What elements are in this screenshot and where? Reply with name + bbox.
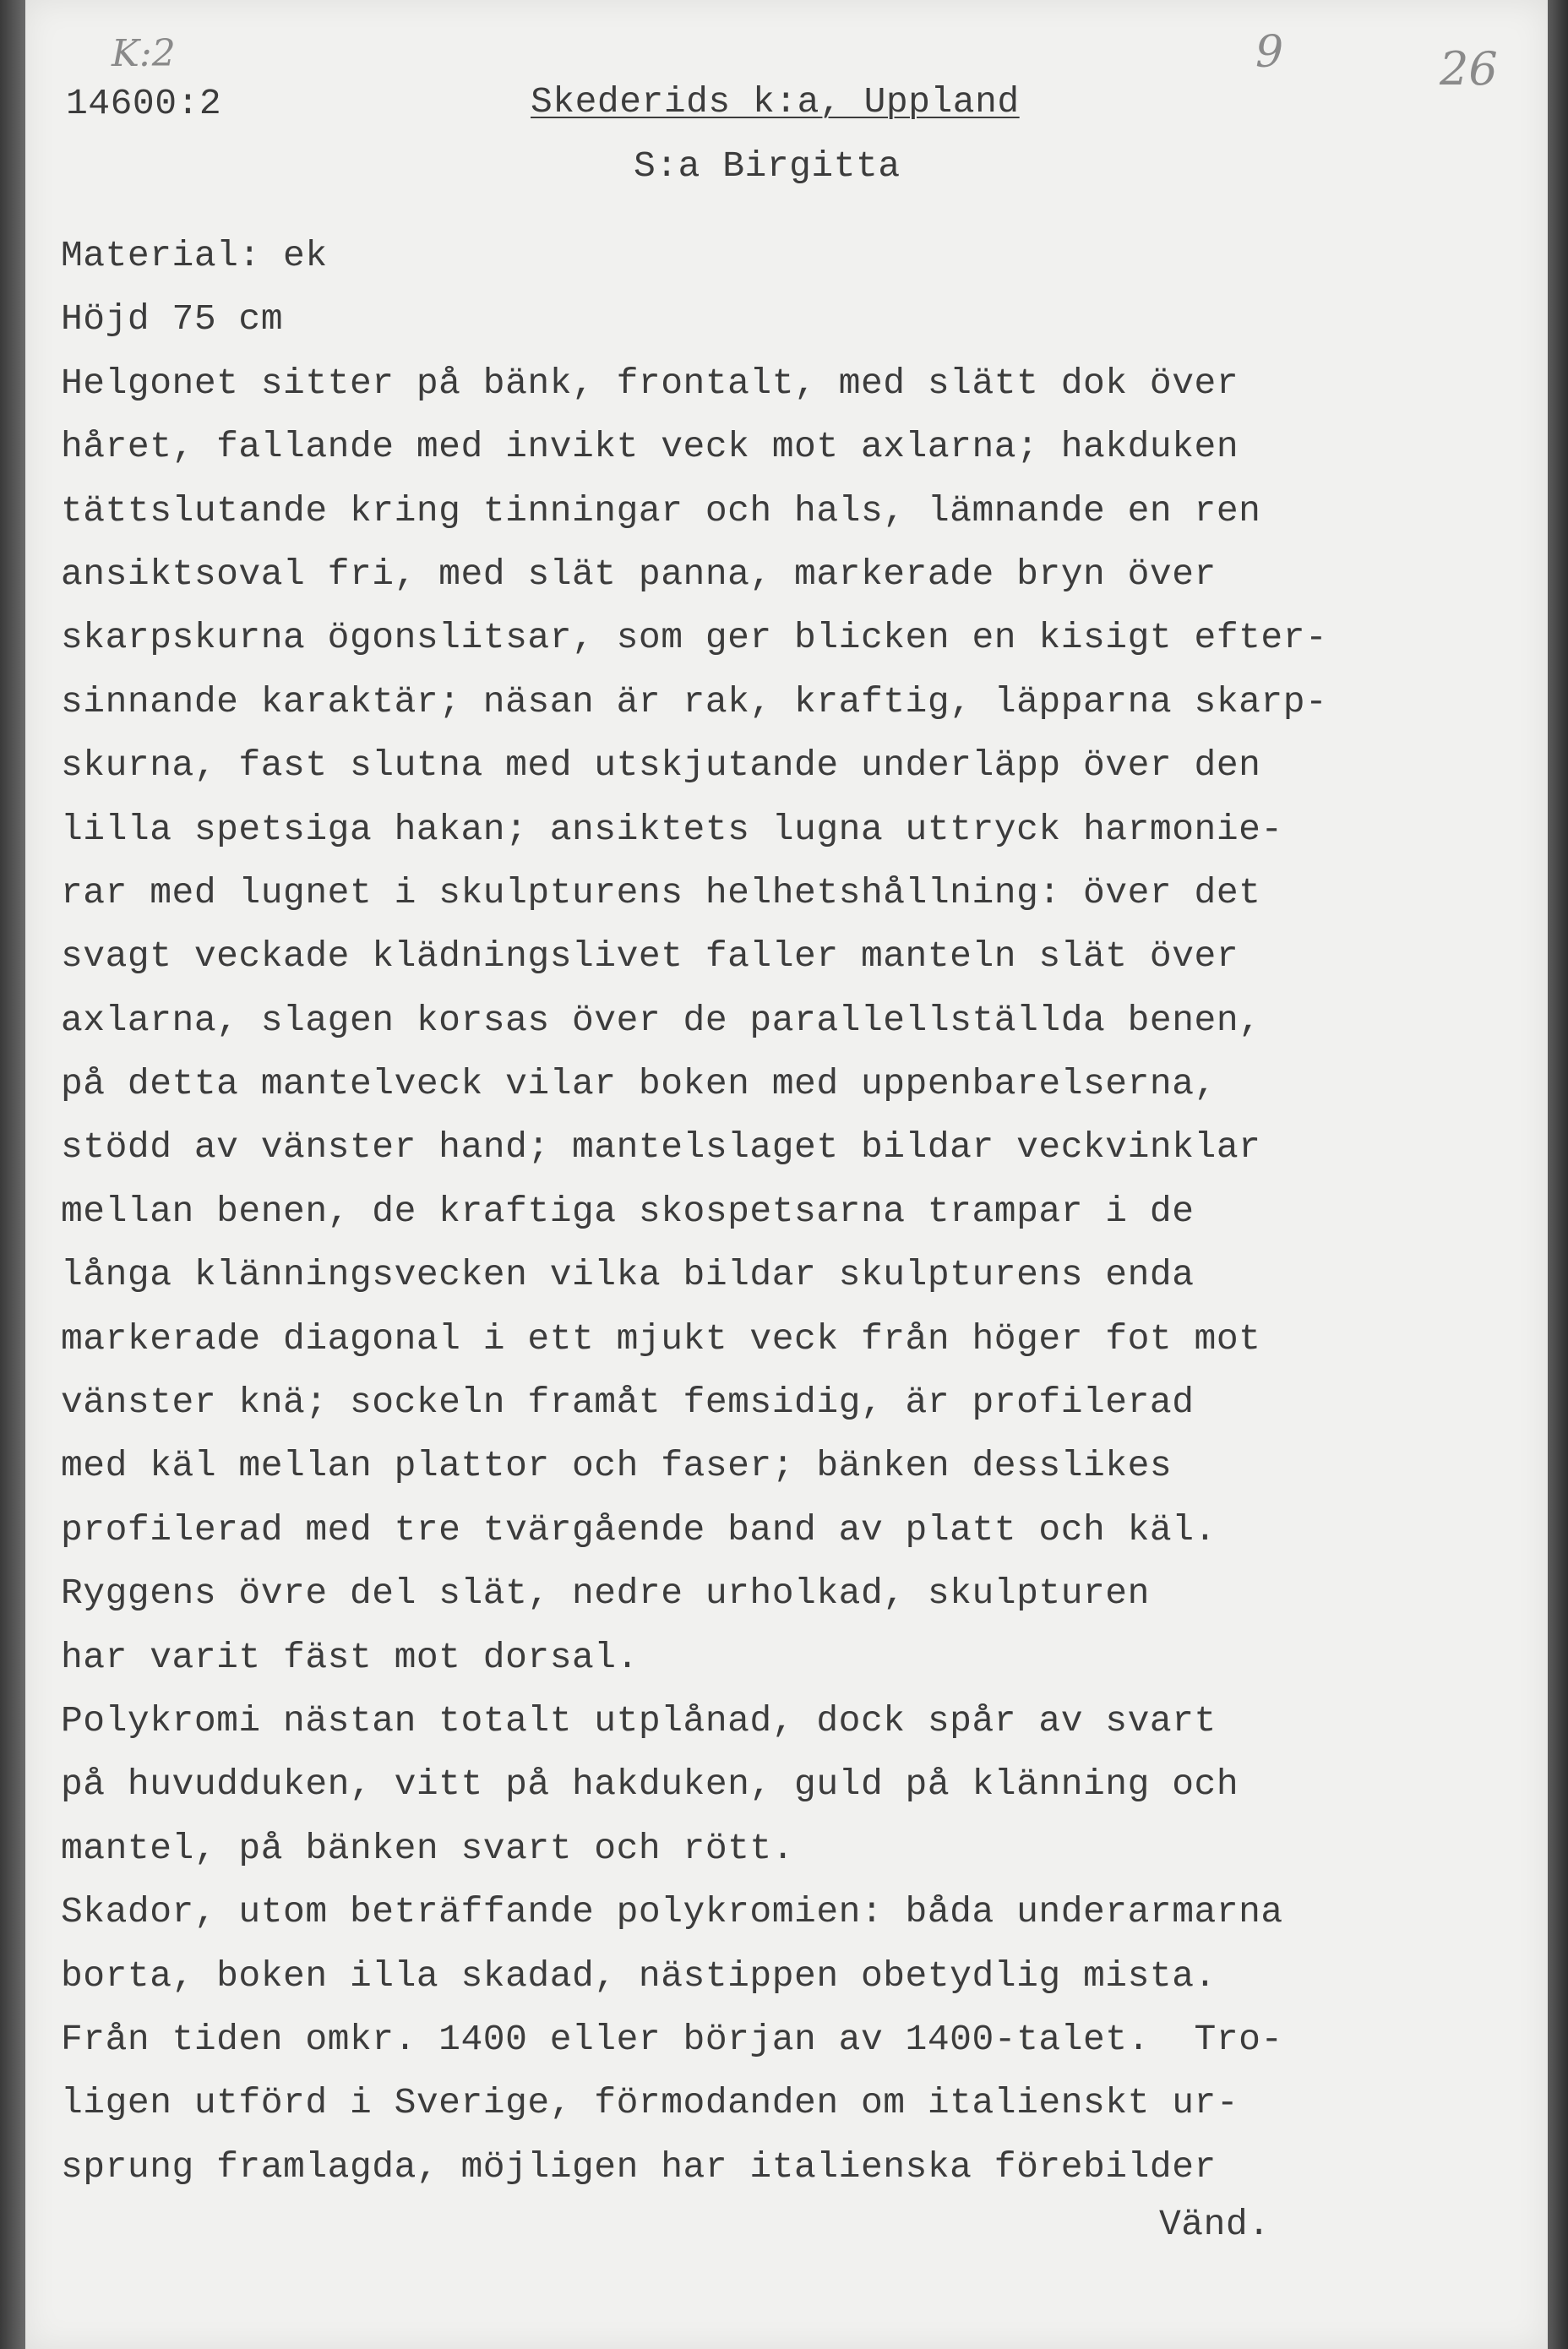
text-line: Skador, utom beträffande polykromien: båda underarmarna [61, 1891, 1283, 1933]
text-line: Polykromi nästan totalt utplånad, dock spår av svart [61, 1699, 1217, 1741]
text-line: svagt veckade klädningslivet faller manteln slät över [61, 935, 1239, 978]
text-line: mellan benen, de kraftiga skospetsarna trampar i de [61, 1190, 1195, 1232]
text-line: på huvudduken, vitt på hakduken, guld på klänning och [61, 1763, 1239, 1806]
text-line: vänster knä; sockeln framåt femsidig, är profilerad [61, 1382, 1195, 1424]
text-line: Ryggens övre del slät, nedre urholkad, skulpturen [61, 1572, 1150, 1615]
handwritten-corner-mark: 26 [1440, 42, 1498, 95]
handwritten-page-number: 9 [1255, 27, 1284, 78]
text-line: håret, fallande med invikt veck mot axlarna; hakduken [61, 426, 1239, 468]
text-line: axlarna, slagen korsas över de parallellställda benen, [61, 999, 1261, 1041]
text-line: skarpskurna ögonslitsar, som ger blicken en kisigt efter- [61, 617, 1328, 659]
text-line: långa klänningsvecken vilka bildar skulpturens enda [61, 1254, 1195, 1296]
catalog-number: 14600:2 [66, 83, 222, 124]
text-line: ligen utförd i Sverige, förmodanden om italienskt ur- [61, 2082, 1239, 2124]
text-line: Material: ek [61, 235, 328, 276]
text-line: Från tiden omkr. 1400 eller början av 1400-talet. Tro- [61, 2018, 1283, 2060]
text-line: markerade diagonal i ett mjukt veck från höger fot mot [61, 1317, 1261, 1360]
text-line: borta, boken illa skadad, nästippen obetydlig mista. [61, 1954, 1217, 1997]
text-line: Höjd 75 cm [61, 298, 284, 341]
text-line: profilerad med tre tvärgående band av platt och käl. [61, 1508, 1217, 1551]
turn-page-label: Vänd. [1159, 2204, 1271, 2245]
text-line: lilla spetsiga hakan; ansiktets lugna uttryck harmonie- [61, 808, 1283, 850]
text-line: sprung framlagda, möjligen har italienska förebilder [61, 2145, 1217, 2188]
card-right-edge [1548, 0, 1568, 2349]
text-line: rar med lugnet i skulpturens helhetshållning: över det [61, 871, 1261, 913]
text-line: på detta mantelveck vilar boken med uppenbarelserna, [61, 1063, 1217, 1105]
document-subtitle: S:a Birgitta [634, 145, 901, 187]
text-line: ansiktsoval fri, med slät panna, markerade bryn över [61, 553, 1217, 595]
card-left-edge [0, 0, 25, 2349]
text-line: har varit fäst mot dorsal. [61, 1636, 639, 1678]
description-text [61, 224, 1531, 2199]
text-line: Helgonet sitter på bänk, frontalt, med slätt dok över [61, 362, 1239, 404]
text-line: mantel, på bänken svart och rött. [61, 1827, 795, 1869]
text-line: tättslutande kring tinningar och hals, lämnande en ren [61, 489, 1261, 531]
text-line: med käl mellan plattor och faser; bänken desslikes [61, 1445, 1173, 1487]
text-line: skurna, fast slutna med utskjutande underläpp över den [61, 744, 1261, 787]
handwritten-top-note: K:2 [112, 32, 176, 75]
text-line: sinnande karaktär; näsan är rak, kraftig, läpparna skarp- [61, 680, 1328, 722]
text-line: stödd av vänster hand; mantelslaget bildar veckvinklar [61, 1126, 1261, 1169]
document-title: Skederids k:a, Uppland [531, 81, 1020, 123]
